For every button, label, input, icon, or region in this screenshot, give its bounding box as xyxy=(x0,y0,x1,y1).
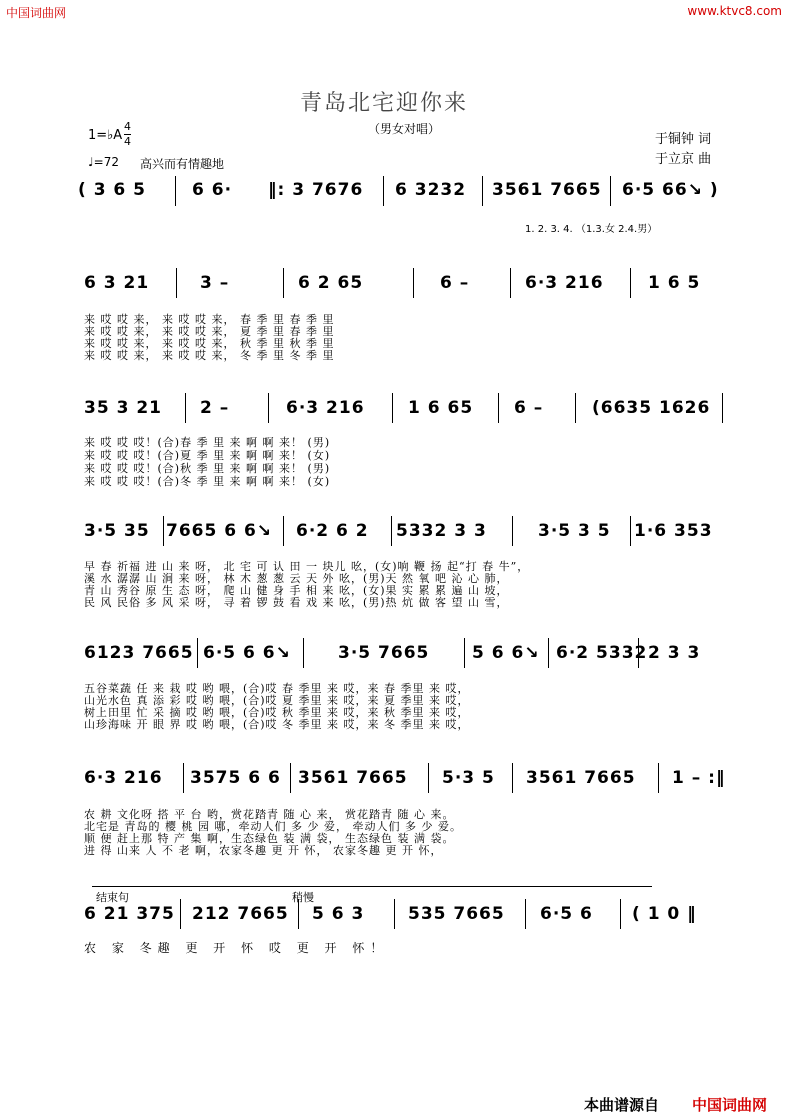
measure: 6·2 5332 xyxy=(556,643,648,663)
measure: 5 6 6↘ xyxy=(472,643,540,663)
measure: (6635 1626 xyxy=(592,398,711,418)
measure: 3 – xyxy=(200,273,230,293)
lyric-line: 溪 水 潺潺 山 涧 来 呀， 林 木 葱 葱 云 天 外 吆，(男)天 然 氧 吧 沁 心 肺， xyxy=(84,572,509,585)
measure: 35 3 21 xyxy=(84,398,162,418)
lyric-line: 来 哎 哎 来， 来 哎 哎 来， 秋 季 里 秋 季 里 xyxy=(84,337,335,350)
lyric-line: 山珍海味 开 眼 界 哎 哟 喂，(合)哎 冬 季里 来 哎，来 冬 季里 来 哎， xyxy=(84,718,470,731)
measure: 6 3 21 xyxy=(84,273,150,293)
tempo-change-label: 稍慢 xyxy=(292,891,314,904)
verse-note: 1. 2. 3. 4. （1.3.女 2.4.男） xyxy=(525,224,658,235)
lyric-line: 来 哎 哎 哎！(合)春 季 里 来 啊 啊 来！ (男) xyxy=(84,436,331,449)
measure: 3561 7665 xyxy=(298,768,408,788)
lyric-line: 农 耕 文化呀 搭 平 台 哟，赏花踏青 随 心 来， 赏花踏青 随 心 来。 xyxy=(84,808,455,821)
mood-marking: 高兴而有情趣地 xyxy=(140,157,225,171)
lyric-line: 北宅是 青岛的 樱 桃 园 哪，牵动人们 多 少 爱， 牵动人们 多 少 爱。 xyxy=(84,820,462,833)
measure: ‖: 3 7676 xyxy=(268,180,364,200)
song-subtitle: （男女对唱） xyxy=(368,122,441,136)
measure: 6·5 6 6↘ xyxy=(203,643,291,663)
measure: 1 6 65 xyxy=(408,398,474,418)
footer-label: 本曲谱源自 xyxy=(584,1096,660,1114)
coda-bracket xyxy=(92,886,652,887)
measure: 2 3 3 xyxy=(648,643,701,663)
lyric-line: 山光水色 真 添 彩 哎 哟 喂，(合)哎 夏 季里 来 哎，来 夏 季里 来 哎， xyxy=(84,694,470,707)
measure: 6 3232 xyxy=(395,180,467,200)
measure: 3·5 35 xyxy=(84,521,150,541)
measure: 6 2 65 xyxy=(298,273,364,293)
lyric-line: 来 哎 哎 哎！(合)秋 季 里 来 啊 啊 来！ (男) xyxy=(84,462,331,475)
measure: ( 3 6 5 xyxy=(78,180,147,200)
measure: 6·5 6 xyxy=(540,904,593,924)
lyric-line: 来 哎 哎 来， 来 哎 哎 来， 冬 季 里 冬 季 里 xyxy=(84,349,335,362)
measure: 6·5 66↘ ) xyxy=(622,180,719,200)
measure: 1 6 5 xyxy=(648,273,701,293)
measure: 6 6· xyxy=(192,180,233,200)
lyricist-credit: 于铜钟 词 xyxy=(655,132,712,147)
measure: 1·6 353 xyxy=(634,521,713,541)
site-url-right[interactable]: www.ktvc8.com xyxy=(687,4,782,18)
measure: 5332 3 3 xyxy=(396,521,487,541)
measure: 1 – :‖ xyxy=(672,768,726,788)
lyric-line: 来 哎 哎 哎！(合)夏 季 里 来 啊 啊 来！ (女) xyxy=(84,449,331,462)
measure: 7665 6 6↘ xyxy=(166,521,273,541)
measure: 2 – xyxy=(200,398,230,418)
measure: 5·3 5 xyxy=(442,768,495,788)
coda-label: 结束句 xyxy=(96,891,129,904)
measure: 5 6 3 xyxy=(312,904,365,924)
lyric-line: 来 哎 哎 来， 来 哎 哎 来， 夏 季 里 春 季 里 xyxy=(84,325,335,338)
measure: 6123 7665 xyxy=(84,643,194,663)
measure: 3561 7665 xyxy=(492,180,602,200)
lyric-line: 树上田里 忙 采 摘 哎 哟 喂，(合)哎 秋 季里 来 哎，来 秋 季里 来 哎， xyxy=(84,706,470,719)
song-title: 青岛北宅迎你来 xyxy=(300,91,469,116)
time-signature: 4 4 xyxy=(124,120,131,148)
footer-site[interactable]: 中国词曲网 xyxy=(692,1096,768,1114)
measure: 3·5 7665 xyxy=(338,643,430,663)
lyric-line: 民 风 民俗 多 风 采 呀， 寻 着 锣 鼓 看 戏 来 吆，(男)热 炕 做 客 望 山 雪， xyxy=(84,596,509,609)
measure: 6 21 375 xyxy=(84,904,175,924)
lyric-line: 早 春 祈福 进 山 来 呀， 北 宅 可 认 田 一 块儿 吆，(女)响 鞭 扬 起“打 春 牛”， xyxy=(84,560,530,573)
lyric-line: 五谷菜蔬 任 来 栽 哎 哟 喂，(合)哎 春 季里 来 哎，来 春 季里 来 哎， xyxy=(84,682,470,695)
lyric-line: 来 哎 哎 来， 来 哎 哎 来， 春 季 里 春 季 里 xyxy=(84,313,335,326)
tempo-marking: ♩=72 xyxy=(88,155,119,169)
measure: 6·3 216 xyxy=(286,398,365,418)
measure: 6 – xyxy=(514,398,544,418)
measure: 3·5 3 5 xyxy=(538,521,611,541)
composer-credit: 于立京 曲 xyxy=(655,152,712,167)
measure: 6·2 6 2 xyxy=(296,521,369,541)
lyric-line: 进 得 山来 人 不 老 啊，农家冬趣 更 开 怀， 农家冬趣 更 开 怀， xyxy=(84,844,443,857)
key-signature: 1=♭A xyxy=(88,128,123,143)
lyric-line: 农 家 冬趣 更 开 怀 哎 更 开 怀！ xyxy=(84,941,389,955)
measure: 6 – xyxy=(440,273,470,293)
lyric-line: 青 山 秀谷 原 生 态 呀， 爬 山 健 身 手 相 来 吆，(女)果 实 累 累 遍 山 坡， xyxy=(84,584,509,597)
measure: 535 7665 xyxy=(408,904,505,924)
measure: 3575 6 6 xyxy=(190,768,281,788)
measure: 6·3 216 xyxy=(525,273,604,293)
measure: 212 7665 xyxy=(192,904,289,924)
lyric-line: 来 哎 哎 哎！(合)冬 季 里 来 啊 啊 来！ (女) xyxy=(84,475,331,488)
site-name-left[interactable]: 中国词曲网 xyxy=(6,6,67,20)
measure: 3561 7665 xyxy=(526,768,636,788)
measure: ( 1 0 ‖ xyxy=(632,904,697,924)
measure: 6·3 216 xyxy=(84,768,163,788)
lyric-line: 顺 便 赶上那 特 产 集 啊，生态绿色 装 满 袋， 生态绿色 装 满 袋。 xyxy=(84,832,455,845)
